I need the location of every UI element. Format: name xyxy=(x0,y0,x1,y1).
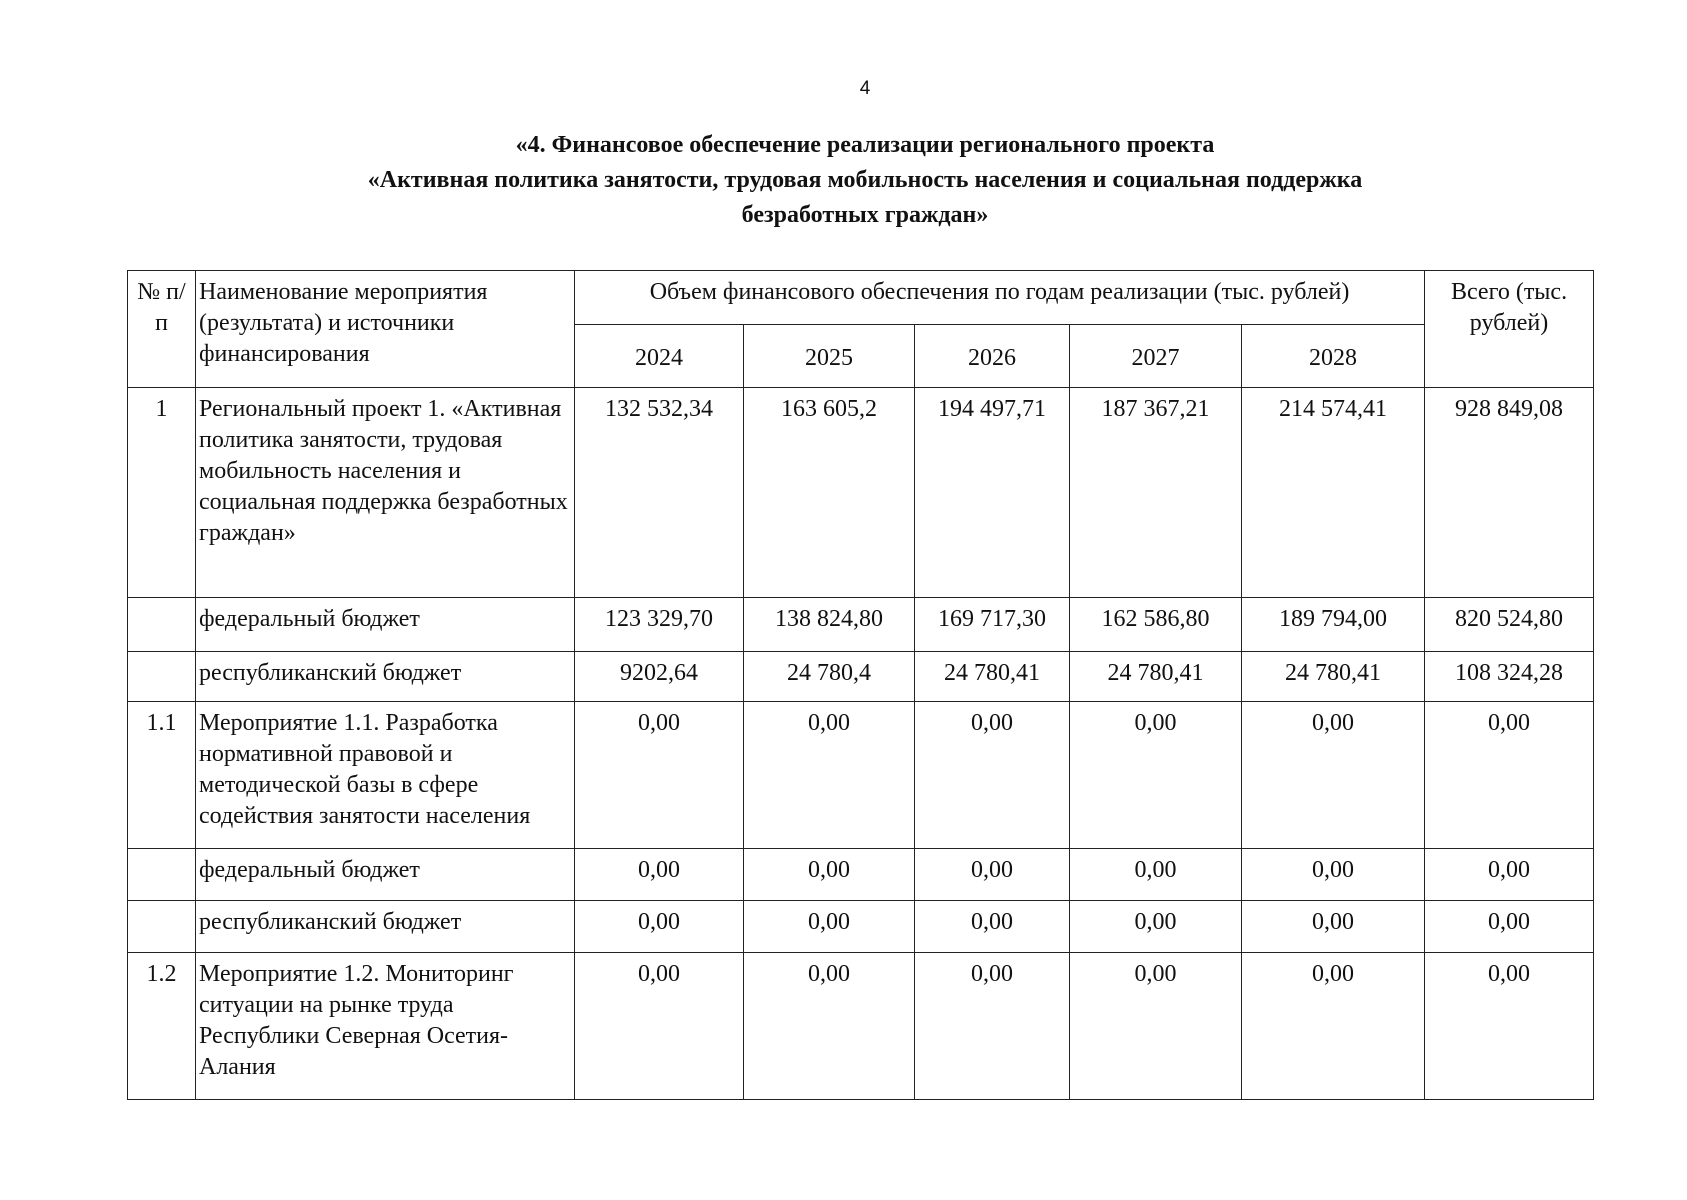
row-total: 108 324,28 xyxy=(1425,652,1594,702)
row-total: 820 524,80 xyxy=(1425,598,1594,652)
row-total: 0,00 xyxy=(1425,702,1594,849)
row-value: 0,00 xyxy=(575,953,744,1100)
header-year: 2024 xyxy=(575,325,744,388)
header-year: 2025 xyxy=(744,325,915,388)
row-value: 194 497,71 xyxy=(915,388,1070,598)
row-name: Мероприятие 1.2. Мониторинг ситуации на рынке труда Республики Северная Осетия-Алания xyxy=(196,953,575,1100)
row-value: 0,00 xyxy=(915,849,1070,901)
title-line: «Активная политика занятости, трудовая мобильность населения и социальная поддержка xyxy=(367,167,1363,193)
row-total: 0,00 xyxy=(1425,901,1594,953)
row-name: Мероприятие 1.1. Разработка нормативной правовой и методической базы в сфере содействия занятости населения xyxy=(196,702,575,849)
page-number: 4 xyxy=(859,78,871,99)
table-row xyxy=(128,388,1594,598)
row-value: 214 574,41 xyxy=(1242,388,1425,598)
table-row xyxy=(128,598,1594,652)
row-num xyxy=(128,598,196,652)
row-name: республиканский бюджет xyxy=(196,652,575,702)
row-value: 9202,64 xyxy=(575,652,744,702)
row-value: 189 794,00 xyxy=(1242,598,1425,652)
row-value: 0,00 xyxy=(1242,702,1425,849)
table-row xyxy=(128,652,1594,702)
row-value: 138 824,80 xyxy=(744,598,915,652)
row-value: 187 367,21 xyxy=(1070,388,1242,598)
row-num xyxy=(128,849,196,901)
row-value: 162 586,80 xyxy=(1070,598,1242,652)
row-num: 1.2 xyxy=(128,953,196,1100)
row-value: 0,00 xyxy=(744,702,915,849)
row-value: 169 717,30 xyxy=(915,598,1070,652)
row-value: 0,00 xyxy=(1070,849,1242,901)
row-value: 0,00 xyxy=(1070,702,1242,849)
row-value: 0,00 xyxy=(575,901,744,953)
header-total: Всего (тыс. рублей) xyxy=(1425,271,1594,388)
row-value: 24 780,41 xyxy=(1242,652,1425,702)
header-volume: Объем финансового обеспечения по годам реализации (тыс. рублей) xyxy=(575,271,1425,325)
header-row xyxy=(128,271,1594,325)
row-value: 132 532,34 xyxy=(575,388,744,598)
row-value: 0,00 xyxy=(915,702,1070,849)
row-total: 928 849,08 xyxy=(1425,388,1594,598)
row-value: 0,00 xyxy=(1070,901,1242,953)
table-row xyxy=(128,953,1594,1100)
row-value: 24 780,4 xyxy=(744,652,915,702)
row-name: федеральный бюджет xyxy=(196,598,575,652)
table-row xyxy=(128,849,1594,901)
row-name: Региональный проект 1. «Активная политика занятости, трудовая мобильность населения и социальная поддержка безработных граждан» xyxy=(196,388,575,598)
row-value: 0,00 xyxy=(744,901,915,953)
row-value: 0,00 xyxy=(744,953,915,1100)
table-row xyxy=(128,901,1594,953)
header-year: 2028 xyxy=(1242,325,1425,388)
document-title xyxy=(0,128,1687,233)
header-year: 2027 xyxy=(1070,325,1242,388)
row-num xyxy=(128,901,196,953)
row-value: 0,00 xyxy=(1242,849,1425,901)
title-line: безработных граждан» xyxy=(741,202,989,228)
row-value: 0,00 xyxy=(1242,901,1425,953)
row-value: 123 329,70 xyxy=(575,598,744,652)
row-value: 0,00 xyxy=(915,901,1070,953)
row-name: федеральный бюджет xyxy=(196,849,575,901)
table-row xyxy=(128,702,1594,849)
header-name: Наименование мероприятия (результата) и источники финансирования xyxy=(196,271,575,388)
row-name: республиканский бюджет xyxy=(196,901,575,953)
row-value: 24 780,41 xyxy=(1070,652,1242,702)
row-total: 0,00 xyxy=(1425,953,1594,1100)
row-num: 1.1 xyxy=(128,702,196,849)
row-value: 0,00 xyxy=(1070,953,1242,1100)
financing-table xyxy=(127,270,1594,1100)
row-value: 0,00 xyxy=(744,849,915,901)
row-value: 0,00 xyxy=(915,953,1070,1100)
row-value: 0,00 xyxy=(1242,953,1425,1100)
row-value: 0,00 xyxy=(575,849,744,901)
row-num: 1 xyxy=(128,388,196,598)
header-num: № п/п xyxy=(128,271,196,388)
row-total: 0,00 xyxy=(1425,849,1594,901)
row-value: 24 780,41 xyxy=(915,652,1070,702)
row-value: 163 605,2 xyxy=(744,388,915,598)
row-num xyxy=(128,652,196,702)
row-value: 0,00 xyxy=(575,702,744,849)
title-line: «4. Финансовое обеспечение реализации регионального проекта xyxy=(515,132,1215,158)
header-year: 2026 xyxy=(915,325,1070,388)
